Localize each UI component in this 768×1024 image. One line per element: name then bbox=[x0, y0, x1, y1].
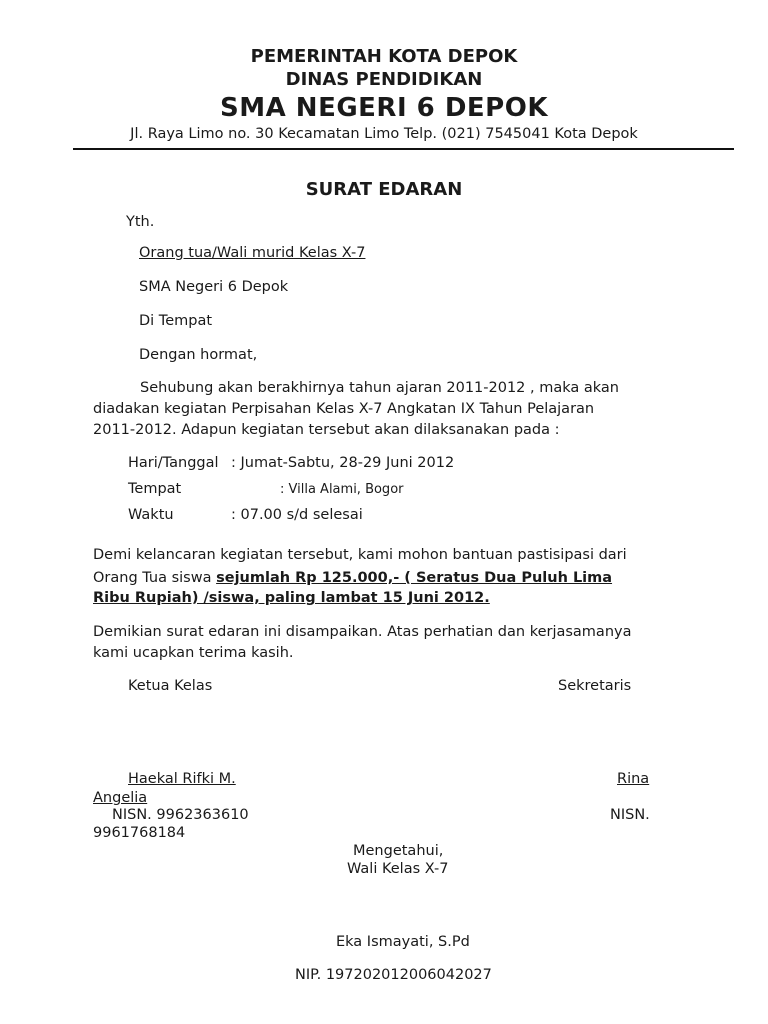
homeroom-teacher-role: Wali Kelas X-7 bbox=[347, 861, 449, 877]
letterhead-department: DINAS PENDIDIKAN bbox=[285, 69, 483, 90]
letter-title: SURAT EDARAN bbox=[305, 179, 463, 200]
event-place-label: Tempat bbox=[128, 481, 182, 497]
recipient-school: SMA Negeri 6 Depok bbox=[139, 279, 289, 295]
right-signer-nisn-label: NISN. bbox=[610, 807, 650, 823]
event-time-label: Waktu bbox=[128, 507, 174, 523]
homeroom-teacher-name: Eka Ismayati, S.Pd bbox=[336, 934, 470, 950]
recipient-salutation: Yth. bbox=[126, 214, 155, 230]
paragraph-3-line-1: Demikian surat edaran ini disampaikan. Atas perhatian dan kerjasamanya bbox=[93, 624, 632, 640]
paragraph-3-line-2: kami ucapkan terima kasih. bbox=[93, 645, 294, 661]
left-signer-nisn: NISN. 9962363610 bbox=[112, 807, 249, 823]
paragraph-1-line-1: Sehubung akan berakhirnya tahun ajaran 2011-2012 , maka akan bbox=[140, 380, 619, 396]
right-signer-role: Sekretaris bbox=[558, 678, 632, 694]
paragraph-1-line-2: diadakan kegiatan Perpisahan Kelas X-7 Angkatan IX Tahun Pelajaran bbox=[93, 401, 595, 417]
right-signer-nisn-value: 9961768184 bbox=[93, 825, 186, 841]
contribution-amount: sejumlah Rp 125.000,- ( Seratus Dua Puluh Lima bbox=[216, 570, 613, 586]
right-signer-name-part-1: Rina bbox=[617, 771, 650, 787]
letterhead-address: Jl. Raya Limo no. 30 Kecamatan Limo Telp. (021) 7545041 Kota Depok bbox=[130, 126, 638, 142]
paragraph-1-line-3: 2011-2012. Adapun kegiatan tersebut akan dilaksanakan pada : bbox=[93, 422, 560, 438]
event-date-label: Hari/Tanggal bbox=[128, 455, 219, 471]
right-signer-name-part-2: Angelia bbox=[93, 790, 148, 806]
paragraph-2-line-1: Demi kelancaran kegiatan tersebut, kami mohon bantuan pastisipasi dari bbox=[93, 547, 627, 563]
recipient-place: Di Tempat bbox=[139, 313, 213, 329]
letterhead-school-name: SMA NEGERI 6 DEPOK bbox=[220, 93, 548, 123]
letterhead-divider bbox=[73, 148, 734, 150]
acknowledgement-label: Mengetahui, bbox=[353, 843, 444, 859]
left-signer-role: Ketua Kelas bbox=[128, 678, 213, 694]
left-signer-name: Haekal Rifki M. bbox=[128, 771, 236, 787]
paragraph-2-line-2 bbox=[93, 570, 612, 586]
event-place-value: : Villa Alami, Bogor bbox=[280, 482, 404, 497]
homeroom-teacher-nip: NIP. 197202012006042027 bbox=[295, 967, 492, 983]
letterhead-government: PEMERINTAH KOTA DEPOK bbox=[250, 46, 518, 67]
recipient-to: Orang tua/Wali murid Kelas X-7 bbox=[139, 245, 366, 261]
contribution-deadline: Ribu Rupiah) /siswa, paling lambat 15 Juni 2012. bbox=[93, 590, 490, 606]
greeting: Dengan hormat, bbox=[139, 347, 258, 363]
event-date-value: : Jumat-Sabtu, 28-29 Juni 2012 bbox=[231, 455, 455, 471]
event-time-value: : 07.00 s/d selesai bbox=[231, 507, 363, 523]
paragraph-2-plain-text: Orang Tua siswa bbox=[93, 570, 217, 586]
